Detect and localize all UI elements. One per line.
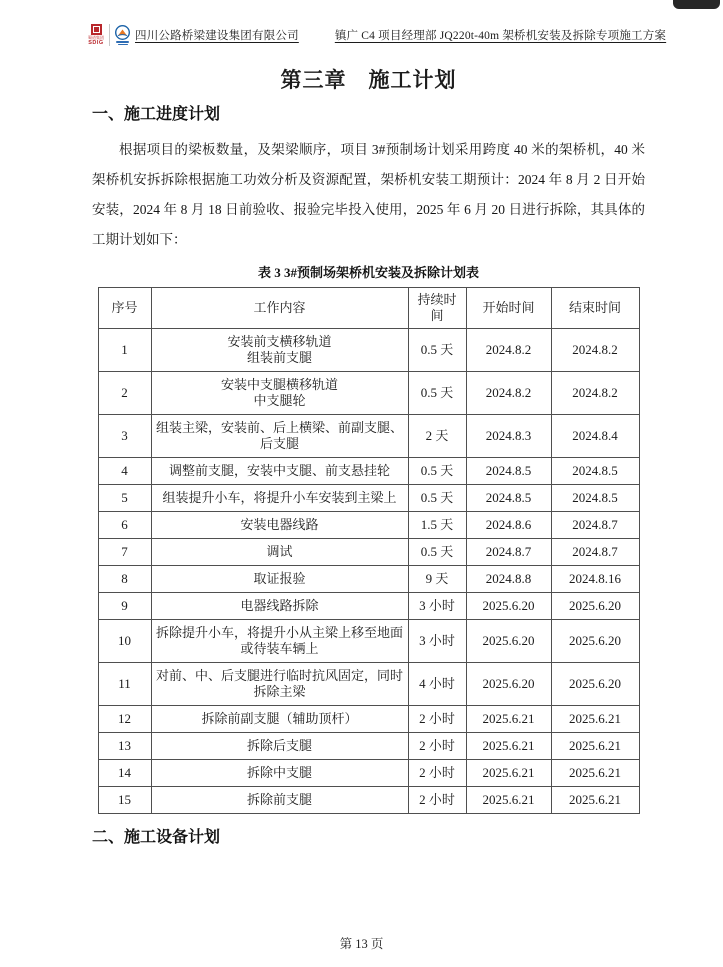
schedule-table-body — [98, 329, 639, 814]
col-header-start: 开始时间 — [466, 288, 551, 329]
logo-divider — [109, 24, 110, 46]
row-number: 14 — [98, 760, 151, 787]
duration: 0.5 天 — [408, 372, 466, 415]
table-row — [98, 512, 639, 539]
table-row — [98, 593, 639, 620]
end-date: 2025.6.21 — [551, 760, 639, 787]
start-date: 2025.6.21 — [466, 760, 551, 787]
row-number: 15 — [98, 787, 151, 814]
task-description: 取证报验 — [151, 566, 408, 593]
duration: 2 小时 — [408, 733, 466, 760]
row-number: 7 — [98, 539, 151, 566]
duration: 2 小时 — [408, 760, 466, 787]
row-number: 11 — [98, 663, 151, 706]
task-description: 组装提升小车，将提升小车安装到主梁上 — [151, 485, 408, 512]
shudao-group-logo — [88, 24, 104, 46]
end-date: 2024.8.5 — [551, 485, 639, 512]
col-header-duration: 持续时间 — [408, 288, 466, 329]
table-row — [98, 566, 639, 593]
start-date: 2024.8.8 — [466, 566, 551, 593]
row-number: 1 — [98, 329, 151, 372]
task-description: 安装中支腿横移轨道 中支腿轮 — [151, 372, 408, 415]
shudao-seal-icon — [91, 24, 102, 35]
row-number: 8 — [98, 566, 151, 593]
table-row — [98, 372, 639, 415]
shudao-logo-label: 蜀道集团 — [88, 35, 104, 40]
duration: 0.5 天 — [408, 458, 466, 485]
duration: 4 小时 — [408, 663, 466, 706]
start-date: 2024.8.2 — [466, 372, 551, 415]
start-date: 2025.6.20 — [466, 620, 551, 663]
section-heading-progress-plan: 一、施工进度计划 — [92, 106, 221, 123]
header-document-title: 镇广 C4 项目经理部 JQ220t-40m 架桥机安装及拆除专项施工方案 — [334, 30, 667, 42]
task-description: 拆除提升小车，将提升小从主梁上移至地面 或待装车辆上 — [151, 620, 408, 663]
row-number: 12 — [98, 706, 151, 733]
task-description: 安装电器线路 — [151, 512, 408, 539]
start-date: 2024.8.5 — [466, 458, 551, 485]
logo-group — [88, 24, 130, 46]
end-date: 2024.8.7 — [551, 512, 639, 539]
duration: 9 天 — [408, 566, 466, 593]
row-number: 6 — [98, 512, 151, 539]
task-description: 安装前支横移轨道 组装前支腿 — [151, 329, 408, 372]
duration: 2 天 — [408, 415, 466, 458]
task-description: 对前、中、后支腿进行临时抗风固定，同时 拆除主梁 — [151, 663, 408, 706]
col-header-end: 结束时间 — [551, 288, 639, 329]
end-date: 2024.8.7 — [551, 539, 639, 566]
row-number: 4 — [98, 458, 151, 485]
end-date: 2024.8.16 — [551, 566, 639, 593]
duration: 2 小时 — [408, 706, 466, 733]
road-bridge-logo — [115, 25, 130, 46]
start-date: 2024.8.2 — [466, 329, 551, 372]
task-description: 拆除中支腿 — [151, 760, 408, 787]
table-row — [98, 329, 639, 372]
page-number: 第 13 页 — [339, 937, 384, 951]
shudao-logo-abbr: SDIG — [88, 40, 104, 46]
col-header-index: 序号 — [98, 288, 151, 329]
start-date: 2025.6.21 — [466, 733, 551, 760]
table-row — [98, 620, 639, 663]
road-bridge-logo-text — [116, 41, 129, 43]
end-date: 2024.8.4 — [551, 415, 639, 458]
task-description: 调试 — [151, 539, 408, 566]
chapter-title: 第三章 施工计划 — [280, 69, 457, 92]
table-row — [98, 663, 639, 706]
row-number: 3 — [98, 415, 151, 458]
table-row — [98, 458, 639, 485]
row-number: 10 — [98, 620, 151, 663]
table-row — [98, 539, 639, 566]
start-date: 2025.6.21 — [466, 706, 551, 733]
task-description: 拆除前支腿 — [151, 787, 408, 814]
start-date: 2025.6.20 — [466, 593, 551, 620]
duration: 1.5 天 — [408, 512, 466, 539]
table-row — [98, 415, 639, 458]
row-number: 9 — [98, 593, 151, 620]
start-date: 2025.6.21 — [466, 787, 551, 814]
table-row — [98, 733, 639, 760]
task-description: 拆除后支腿 — [151, 733, 408, 760]
viewer-scroll-handle[interactable] — [673, 0, 720, 9]
end-date: 2024.8.2 — [551, 372, 639, 415]
task-description: 调整前支腿，安装中支腿、前支悬挂轮 — [151, 458, 408, 485]
col-header-task: 工作内容 — [151, 288, 408, 329]
end-date: 2024.8.2 — [551, 329, 639, 372]
task-description: 拆除前副支腿（辅助顶杆） — [151, 706, 408, 733]
duration: 0.5 天 — [408, 485, 466, 512]
duration: 2 小时 — [408, 787, 466, 814]
header-company-name: 四川公路桥梁建设集团有限公司 — [135, 30, 299, 42]
road-bridge-logo-subtext — [118, 44, 128, 46]
start-date: 2025.6.20 — [466, 663, 551, 706]
row-number: 13 — [98, 733, 151, 760]
duration: 0.5 天 — [408, 329, 466, 372]
table-row — [98, 706, 639, 733]
start-date: 2024.8.7 — [466, 539, 551, 566]
duration: 0.5 天 — [408, 539, 466, 566]
end-date: 2025.6.21 — [551, 787, 639, 814]
progress-plan-paragraph: 根据项目的梁板数量，及架梁顺序，项目 3#预制场计划采用跨度 40 米的架桥机，40 米架桥机安拆拆除根据施工功效分析及资源配置，架桥机安装工期预计：2024 年 8 月 2 日开始安装，2024 年 8 月 18 日前验收、报验完毕投入使用，2025 年 6 月 20 日进行拆除，其具体的工期计划如下： — [92, 142, 645, 247]
road-bridge-logo-icon — [115, 25, 130, 40]
header-row — [98, 288, 639, 329]
start-date: 2024.8.6 — [466, 512, 551, 539]
table-row — [98, 760, 639, 787]
header-text-line — [135, 27, 666, 43]
duration: 3 小时 — [408, 593, 466, 620]
row-number: 5 — [98, 485, 151, 512]
table-caption: 表 3 3#预制场架桥机安装及拆除计划表 — [257, 265, 479, 280]
end-date: 2025.6.21 — [551, 733, 639, 760]
document-body — [92, 64, 645, 847]
section-heading-equipment-plan: 二、施工设备计划 — [92, 829, 221, 846]
schedule-table — [98, 287, 640, 814]
start-date: 2024.8.3 — [466, 415, 551, 458]
end-date: 2025.6.20 — [551, 663, 639, 706]
table-row — [98, 485, 639, 512]
document-header — [88, 24, 667, 46]
start-date: 2024.8.5 — [466, 485, 551, 512]
end-date: 2025.6.20 — [551, 593, 639, 620]
task-description: 电器线路拆除 — [151, 593, 408, 620]
end-date: 2024.8.5 — [551, 458, 639, 485]
row-number: 2 — [98, 372, 151, 415]
task-description: 组装主梁，安装前、后上横梁、前副支腿、 后支腿 — [151, 415, 408, 458]
end-date: 2025.6.21 — [551, 706, 639, 733]
end-date: 2025.6.20 — [551, 620, 639, 663]
schedule-table-header — [98, 288, 639, 329]
duration: 3 小时 — [408, 620, 466, 663]
table-row — [98, 787, 639, 814]
